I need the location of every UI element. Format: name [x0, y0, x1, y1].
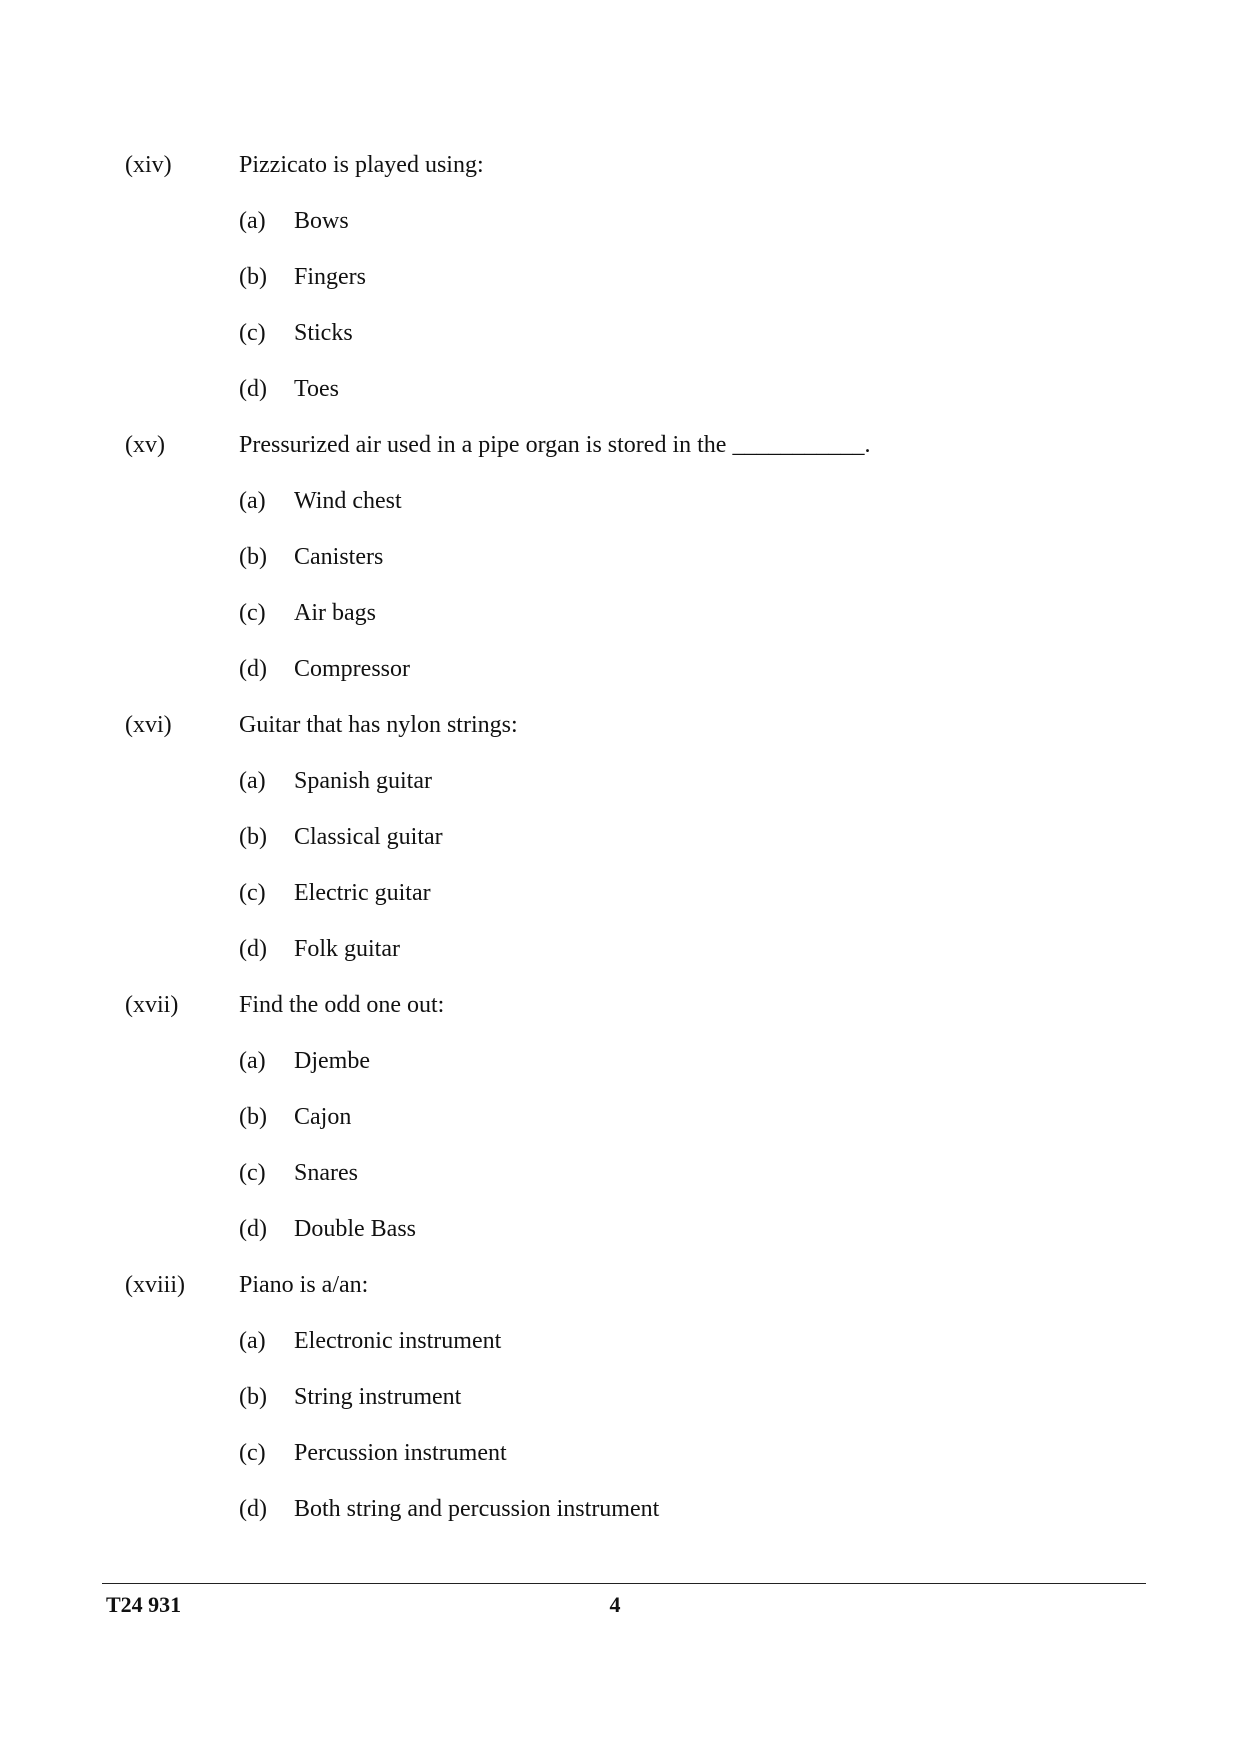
option-text: Both string and percussion instrument — [294, 1496, 660, 1522]
question-text: Pressurized air used in a pipe organ is stored in the ___________. — [239, 432, 871, 458]
option-label: (a) — [239, 208, 266, 234]
option-label: (d) — [239, 1216, 267, 1242]
option-text: Canisters — [294, 544, 384, 570]
question-stem — [125, 710, 1125, 766]
question-text: Pizzicato is played using: — [239, 152, 484, 178]
option-label: (b) — [239, 824, 267, 850]
option-d — [125, 374, 1125, 430]
option-a — [125, 206, 1125, 262]
question-number: (xiv) — [125, 152, 172, 178]
option-d — [125, 1494, 1125, 1550]
option-b — [125, 542, 1125, 598]
option-text: Sticks — [294, 320, 353, 346]
question-text: Piano is a/an: — [239, 1272, 369, 1298]
option-a — [125, 486, 1125, 542]
option-label: (d) — [239, 376, 267, 402]
question-stem — [125, 150, 1125, 206]
option-label: (b) — [239, 1384, 267, 1410]
question-number: (xviii) — [125, 1272, 185, 1298]
option-c — [125, 878, 1125, 934]
question-xviii — [125, 1270, 1125, 1550]
option-label: (a) — [239, 488, 266, 514]
question-list — [125, 150, 1125, 1550]
option-b — [125, 1102, 1125, 1158]
question-number: (xv) — [125, 432, 165, 458]
option-label: (b) — [239, 544, 267, 570]
option-text: Toes — [294, 376, 339, 402]
option-text: Compressor — [294, 656, 410, 682]
option-text: Double Bass — [294, 1216, 416, 1242]
option-label: (c) — [239, 1160, 266, 1186]
question-xvi — [125, 710, 1125, 990]
option-a — [125, 1046, 1125, 1102]
option-text: Snares — [294, 1160, 358, 1186]
question-text: Find the odd one out: — [239, 992, 445, 1018]
option-label: (c) — [239, 600, 266, 626]
option-text: Djembe — [294, 1048, 370, 1074]
option-b — [125, 262, 1125, 318]
option-text: String instrument — [294, 1384, 462, 1410]
option-label: (a) — [239, 768, 266, 794]
option-text: Folk guitar — [294, 936, 400, 962]
option-text: Air bags — [294, 600, 376, 626]
option-text: Cajon — [294, 1104, 352, 1130]
question-stem — [125, 990, 1125, 1046]
option-text: Fingers — [294, 264, 366, 290]
question-number: (xvii) — [125, 992, 179, 1018]
option-c — [125, 318, 1125, 374]
question-text: Guitar that has nylon strings: — [239, 712, 518, 738]
option-d — [125, 654, 1125, 710]
option-label: (b) — [239, 264, 267, 290]
option-text: Electronic instrument — [294, 1328, 502, 1354]
option-text: Spanish guitar — [294, 768, 432, 794]
option-label: (a) — [239, 1048, 266, 1074]
option-c — [125, 1438, 1125, 1494]
option-c — [125, 1158, 1125, 1214]
option-a — [125, 1326, 1125, 1382]
option-c — [125, 598, 1125, 654]
option-text: Percussion instrument — [294, 1440, 507, 1466]
option-label: (c) — [239, 1440, 266, 1466]
option-text: Wind chest — [294, 488, 402, 514]
question-stem — [125, 430, 1125, 486]
option-label: (d) — [239, 1496, 267, 1522]
paper-code: T24 931 — [106, 1592, 182, 1617]
question-number: (xvi) — [125, 712, 172, 738]
footer-divider — [102, 1583, 1146, 1584]
question-stem — [125, 1270, 1125, 1326]
option-d — [125, 1214, 1125, 1270]
option-b — [125, 1382, 1125, 1438]
option-label: (a) — [239, 1328, 266, 1354]
page-number: 4 — [609, 1592, 621, 1617]
option-label: (c) — [239, 880, 266, 906]
option-b — [125, 822, 1125, 878]
option-label: (d) — [239, 936, 267, 962]
option-text: Classical guitar — [294, 824, 443, 850]
option-label: (b) — [239, 1104, 267, 1130]
option-label: (d) — [239, 656, 267, 682]
option-d — [125, 934, 1125, 990]
option-text: Electric guitar — [294, 880, 431, 906]
option-a — [125, 766, 1125, 822]
question-xv — [125, 430, 1125, 710]
question-xiv — [125, 150, 1125, 430]
option-text: Bows — [294, 208, 349, 234]
option-label: (c) — [239, 320, 266, 346]
question-xvii — [125, 990, 1125, 1270]
